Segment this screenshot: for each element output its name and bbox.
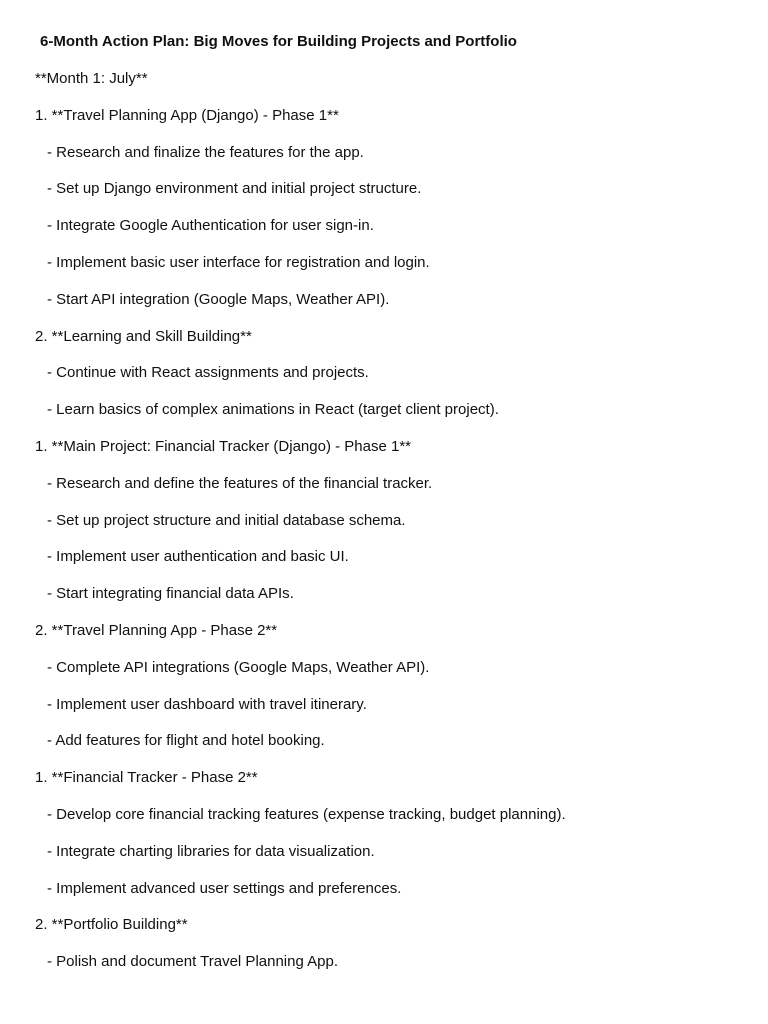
bullet-item: - Integrate Google Authentication for user sign-in. bbox=[47, 217, 374, 235]
bullet-item: - Implement user dashboard with travel itinerary. bbox=[47, 695, 367, 713]
bullet-item: - Implement basic user interface for registration and login. bbox=[47, 253, 430, 271]
bullet-item: - Integrate charting libraries for data visualization. bbox=[47, 842, 375, 860]
bullet-item: - Research and define the features of the financial tracker. bbox=[47, 474, 433, 492]
bullet-item: - Start API integration (Google Maps, Weather API). bbox=[47, 290, 390, 308]
bullet-item: - Set up Django environment and initial project structure. bbox=[47, 180, 422, 198]
document-body bbox=[35, 69, 755, 989]
bullet-item: - Implement advanced user settings and preferences. bbox=[47, 879, 402, 897]
bullet-item: - Start integrating financial data APIs. bbox=[47, 585, 294, 603]
numbered-item: 2. **Travel Planning App - Phase 2** bbox=[35, 621, 278, 639]
bullet-item: - Research and finalize the features for the app. bbox=[47, 143, 364, 161]
numbered-item: 1. **Main Project: Financial Tracker (Django) - Phase 1** bbox=[35, 437, 411, 455]
month-heading: **Month 1: July** bbox=[35, 70, 148, 87]
numbered-item: 2. **Learning and Skill Building** bbox=[35, 327, 252, 345]
bullet-item: - Add features for flight and hotel booking. bbox=[47, 732, 325, 750]
bullet-item: - Develop core financial tracking features (expense tracking, budget planning). bbox=[47, 805, 566, 823]
document-title: 6-Month Action Plan: Big Moves for Building Projects and Portfolio bbox=[40, 33, 517, 50]
bullet-item: - Implement user authentication and basic UI. bbox=[47, 548, 349, 566]
numbered-item: 1. **Travel Planning App (Django) - Phase 1** bbox=[35, 106, 339, 124]
numbered-item: 2. **Portfolio Building** bbox=[35, 916, 188, 934]
bullet-item: - Complete API integrations (Google Maps, Weather API). bbox=[47, 658, 430, 676]
bullet-item: - Learn basics of complex animations in React (target client project). bbox=[47, 401, 499, 419]
bullet-item: - Continue with React assignments and projects. bbox=[47, 364, 369, 382]
bullet-item: - Polish and document Travel Planning App. bbox=[47, 953, 339, 971]
numbered-item: 1. **Financial Tracker - Phase 2** bbox=[35, 769, 258, 787]
bullet-item: - Set up project structure and initial database schema. bbox=[47, 511, 406, 529]
